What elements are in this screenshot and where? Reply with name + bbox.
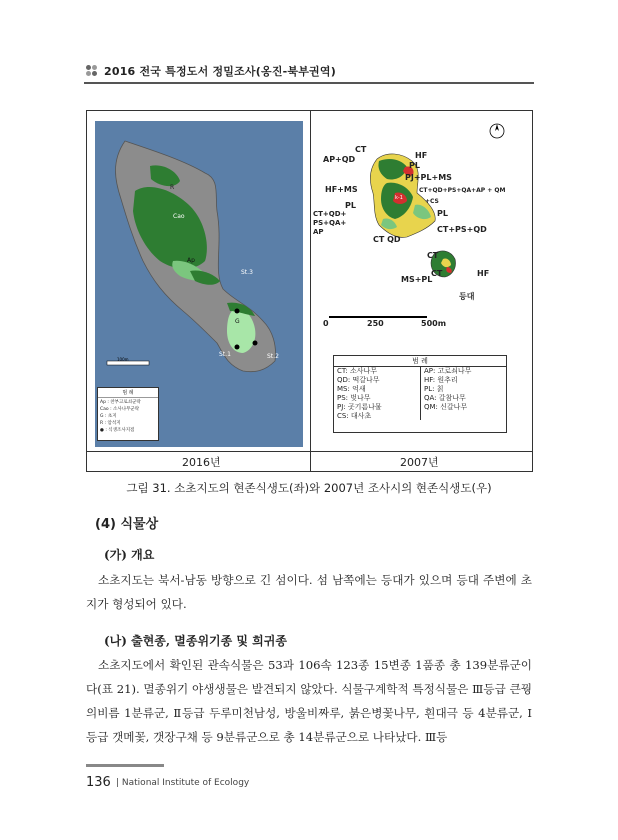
left-legend-item: Ap : 찬부고로쇠군락 <box>100 400 141 405</box>
map-label-r: R <box>170 184 175 191</box>
map-label-cao: Cao <box>173 213 185 220</box>
map-label-st1: St.1 <box>219 351 231 358</box>
r-label-cs: +CS <box>425 198 439 205</box>
map-label-ap: Ap <box>187 257 195 264</box>
survey-point-st1 <box>235 345 240 350</box>
paragraph-overview: 소초지도는 북서-남동 방향으로 긴 섬이다. 섬 남쪽에는 등대가 있으며 등대 주변에 초지가 형성되어 있다. <box>86 573 532 611</box>
r-label-k1: k-1 <box>395 195 403 201</box>
legend-item: CS: 대사초 <box>337 412 372 420</box>
footer-institution-text: National Institute of Ecology <box>121 778 250 788</box>
r-label-ct3: CT <box>431 269 443 278</box>
figure-frame <box>86 110 533 472</box>
left-legend-item: R : 암석지 <box>100 421 121 426</box>
legend-item: PS: 벚나무 <box>337 394 371 402</box>
r-label-pl2: PL <box>345 201 356 210</box>
r-label-msplct: MS+PL <box>401 275 433 284</box>
r-label-lighthouse: 등대 <box>459 292 475 301</box>
left-legend-item: G : 초지 <box>100 414 117 419</box>
r-label-ctqd: CT QD <box>373 235 401 244</box>
figure-label-row-rule <box>87 451 532 452</box>
paragraph-species: 소초지도에서 확인된 관속식물은 53과 106속 123종 15변종 1품종 총 139분류군이다(표 21). 멸종위기 야생생물은 발견되지 않았다. 식물구계학적 특정식물은 Ⅲ등급 큰꿩의비름 1분류군, Ⅱ등급 두루미천남성, 방울비짜루, 붉은병꽃나무, 흰대극 등 4분류군, Ⅰ등급 갯메꽃, 갯장구채 등 9분류군으로 총 14분류군으로 나타났다. Ⅲ등 <box>86 658 532 744</box>
figure-divider <box>310 111 311 471</box>
scale-label-500: 500m <box>421 319 447 328</box>
right-map-year: 2007년 <box>400 456 439 469</box>
right-map-legend <box>333 355 507 433</box>
header-rule <box>84 82 534 84</box>
r-label-pl: PL <box>409 161 420 170</box>
survey-point-st3 <box>235 309 240 314</box>
right-legend-divider <box>420 366 421 420</box>
r-label-hf2: HF <box>477 269 490 278</box>
r-label-ap: AP <box>313 228 324 236</box>
legend-item: QA: 갈참나무 <box>424 394 466 402</box>
left-legend-item: Cao : 소사나무군락 <box>100 407 140 412</box>
left-map-year: 2016년 <box>182 456 221 469</box>
left-legend-item: ● : 식생조사지점 <box>100 428 135 433</box>
subsection-heading-species: (나) 출현종, 멸종위기종 및 희귀종 <box>104 634 287 648</box>
left-legend-title: 범 례 <box>98 388 158 398</box>
r-label-long: CT+QD+PS+QA+AP + QM <box>419 187 506 194</box>
legend-item: MS: 억새 <box>337 385 366 393</box>
figure-caption: 그림 31. 소초지도의 현존식생도(좌)와 2007년 조사시의 현존식생도(우) <box>126 481 492 495</box>
survey-point-st2 <box>253 341 258 346</box>
right-legend-title: 범 례 <box>334 356 506 367</box>
r-label-ct: CT <box>355 145 367 154</box>
r-label-apqd: AP+QD <box>323 155 356 164</box>
map-scale-label: 100m <box>117 357 129 362</box>
scale-label-0: 0 <box>323 319 329 328</box>
legend-item: QM: 신갈나무 <box>424 403 468 411</box>
r-label-psqa: PS+QA+ <box>313 219 347 227</box>
legend-item: PL: 칡 <box>424 385 444 393</box>
legend-item: AP: 고로쇠나무 <box>424 367 472 375</box>
map-label-st3: St.3 <box>241 269 253 276</box>
right-legend-left-col <box>337 367 382 421</box>
legend-item: QD: 떡갈나무 <box>337 376 380 384</box>
r-label-ct2: CT <box>427 251 439 260</box>
r-label-ctpsqd: CT+PS+QD <box>437 225 487 234</box>
page-number: 136 <box>86 775 111 790</box>
footer-rule <box>86 764 164 767</box>
left-legend-items <box>98 398 158 435</box>
r-label-ctqd-ps: CT+QD+ <box>313 210 347 218</box>
footer-institution: | National Institute of Ecology <box>116 778 250 788</box>
map-label-st2: St.2 <box>267 353 279 360</box>
legend-item: CT: 소사나무 <box>337 367 378 375</box>
map-label-g: G <box>235 318 240 325</box>
r-label-pjplms: PJ+PL+MS <box>405 173 452 182</box>
scale-label-250: 250 <box>367 319 384 328</box>
running-header: 2016 전국 특정도서 정밀조사(옹진-북부권역) <box>104 65 336 78</box>
r-label-pl3: PL <box>437 209 448 218</box>
section-heading: (4) 식물상 <box>95 517 159 532</box>
right-legend-right-col <box>424 367 471 412</box>
legend-item: PJ: 곳기름나물 <box>337 403 382 411</box>
legend-item: HF: 원추리 <box>424 376 458 384</box>
subsection-heading-overview: (가) 개요 <box>104 548 155 562</box>
header-dots-icon <box>86 65 98 77</box>
left-map-legend <box>97 387 159 441</box>
r-label-hf: HF <box>415 151 428 160</box>
r-label-hfms: HF+MS <box>325 185 358 194</box>
